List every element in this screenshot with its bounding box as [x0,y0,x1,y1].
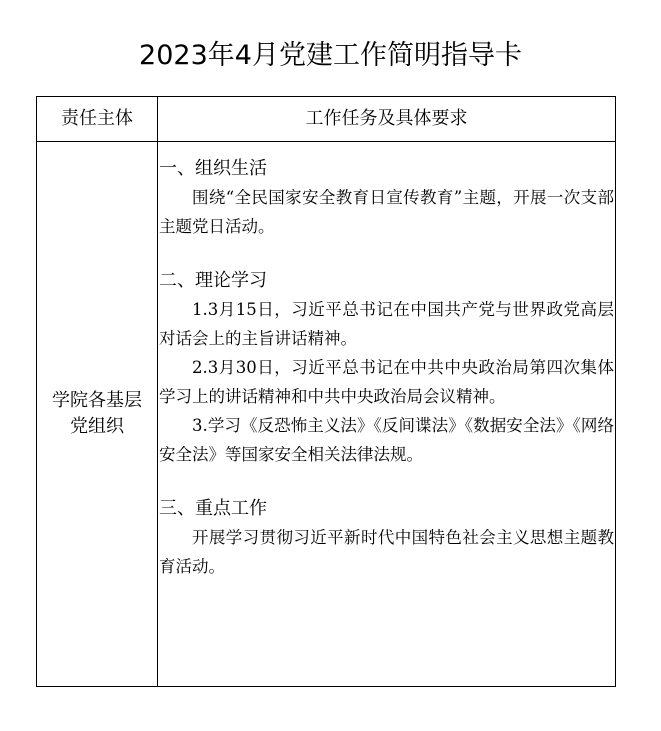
section-key-work [159,495,614,581]
section-paragraph: 开展学习贯彻习近平新时代中国特色社会主义思想主题教育活动。 [159,528,614,576]
guidance-table [36,96,616,687]
section-organization [159,155,614,241]
section-paragraph: 3.学习《反恐怖主义法》《反间谍法》《数据安全法》《网络安全法》等国家安全相关法律法规。 [159,416,614,464]
tasks-cell [159,155,614,581]
section-paragraph: 2.3月30日，习近平总书记在中共中央政治局第四次集体学习上的讲话精神和中共中央政治局会议精神。 [159,358,614,406]
section-heading: 三、重点工作 [159,498,267,519]
header-entity: 责任主体 [61,108,133,129]
section-paragraph: 围绕“全民国家安全教育日宣传教育”主题，开展一次支部主题党日活动。 [159,188,614,236]
section-heading: 一、组织生活 [159,158,267,179]
header-tasks: 工作任务及具体要求 [305,108,468,129]
entity-cell [37,142,157,686]
section-paragraph: 1.3月15日，习近平总书记在中国共产党与世界政党高层对话会上的主旨讲话精神。 [159,300,614,348]
section-theory-study [159,267,614,469]
column-divider [157,97,158,686]
page-title: 2023年4月党建工作简明指导卡 [139,40,522,71]
entity-name: 学院各基层党组织 [52,390,142,437]
section-heading: 二、理论学习 [159,270,267,291]
